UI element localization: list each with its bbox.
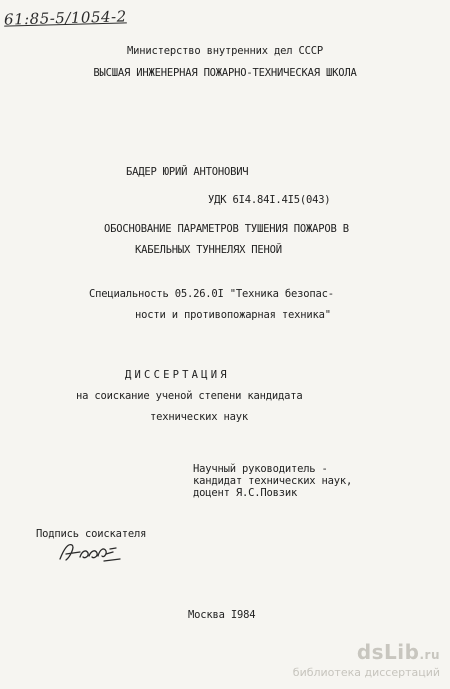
- dslib-logo: [293, 641, 440, 666]
- specialty-line-1: Специальность 05.26.0I "Техника безопас-: [89, 288, 334, 300]
- dslib-watermark: [293, 641, 440, 679]
- handwritten-signature: [58, 539, 128, 565]
- signature-label: Подпись соискателя: [36, 528, 147, 540]
- handwritten-archive-code: 61:85-5/1054-2: [3, 7, 127, 29]
- supervisor-line-1: Научный руководитель -: [193, 463, 328, 475]
- city-year: Москва I984: [188, 609, 256, 621]
- udk-code: УДК 6I4.84I.4I5(043): [208, 194, 331, 206]
- supervisor-line-2: кандидат технических наук,: [193, 475, 353, 487]
- author-name: БАДЕР ЮРИЙ АНТОНОВИЧ: [126, 166, 249, 178]
- supervisor-line-3: доцент Я.С.Повзик: [193, 487, 298, 499]
- dslib-logo-suffix: .ru: [419, 648, 440, 662]
- dslib-logo-text: dsLib: [356, 640, 420, 664]
- dslib-caption: библиотека диссертаций: [292, 666, 440, 679]
- dissertation-heading: ДИССЕРТАЦИЯ: [125, 369, 230, 381]
- title-line-2: КАБЕЛЬНЫХ ТУННЕЛЯХ ПЕНОЙ: [135, 244, 282, 256]
- dissertation-line-2: технических наук: [150, 411, 248, 423]
- specialty-line-2: ности и противопожарная техника": [135, 309, 331, 321]
- ministry-line: Министерство внутренних дел СССР: [127, 45, 323, 57]
- dissertation-line-1: на соискание ученой степени кандидата: [76, 390, 303, 402]
- title-line-1: ОБОСНОВАНИЕ ПАРАМЕТРОВ ТУШЕНИЯ ПОЖАРОВ В: [104, 223, 349, 235]
- school-line: ВЫСШАЯ ИНЖЕНЕРНАЯ ПОЖАРНО-ТЕХНИЧЕСКАЯ ШКОЛА: [93, 67, 357, 79]
